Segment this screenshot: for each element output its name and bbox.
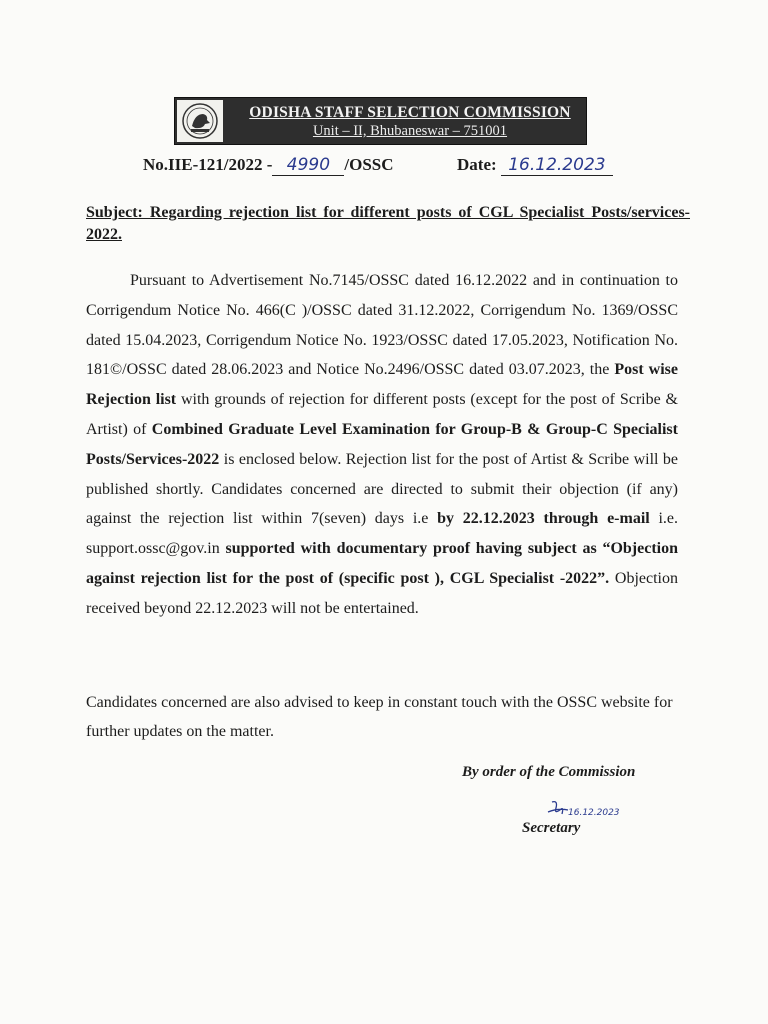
body-text: Objection received beyond 22.12.2023 will not be entertained. [86, 569, 679, 617]
body-text: with grounds of rejection for different posts (except for the post of Scribe & Artist) of [86, 391, 678, 438]
organization-address: Unit – II, Bhubaneswar – 751001 [312, 123, 508, 139]
date-label: Date: [457, 155, 497, 174]
reference-prefix: No.IIE-121/2022 - [143, 155, 273, 174]
reference-date [457, 155, 613, 176]
body-text: is enclosed below. Rejection list for the post of Artist & Scribe will be published shortly. Candidates concerned are directed to submit their objection (if any) against the rejection list within 7(seven) days i.e [86, 450, 678, 528]
header-banner [174, 97, 587, 145]
reference-suffix: /OSSC [344, 155, 394, 174]
body-bold-text: by 22.12.2023 through e-mail [437, 510, 650, 528]
body-text: i.e. support.ossc@gov.in [86, 510, 678, 558]
body-bold-text: Combined Graduate Level Examination for Group-B & Group-C Specialist Posts/Services-2022 [86, 420, 678, 468]
date-handwritten-value: 16.12.2023 [501, 155, 613, 176]
odisha-emblem-icon [177, 100, 223, 142]
body-bold-text: Post wise Rejection list [86, 361, 678, 409]
body-paragraph-1 [86, 266, 678, 624]
reference-handwritten-number: 4990 [272, 155, 344, 176]
signatory-designation: Secretary [522, 820, 581, 836]
subject-line: Subject: Regarding rejection list for different posts of CGL Specialist Posts/services-2022. [86, 204, 690, 243]
body-paragraph-2: Candidates concerned are also advised to keep in constant touch with the OSSC website for further updates on the matter. [86, 694, 673, 740]
organization-name: ODISHA STAFF SELECTION COMMISSION [249, 104, 571, 121]
signature-date: 16.12.2023 [568, 808, 620, 818]
reference-number [143, 155, 394, 176]
body-bold-text: supported with documentary proof having subject as “Objection against rejection list for the post of (specific post ), CGL Specialist -2022”. [86, 540, 678, 587]
body-text: Pursuant to Advertisement No.7145/OSSC dated 16.12.2022 and in continuation to Corrigendum Notice No. 466(C )/OSSC dated 31.12.2022, Corrigendum No. 1369/OSSC dated 15.04.2023, Corrigendum Notice No. 1923/OSSC dated 17.05.2023, Notification No. 181©/OSSC dated 28.06.2023 and Notice No.2496/OSSC dated 03.07.2023, the [86, 272, 678, 379]
by-order-line: By order of the Commission [462, 764, 636, 780]
